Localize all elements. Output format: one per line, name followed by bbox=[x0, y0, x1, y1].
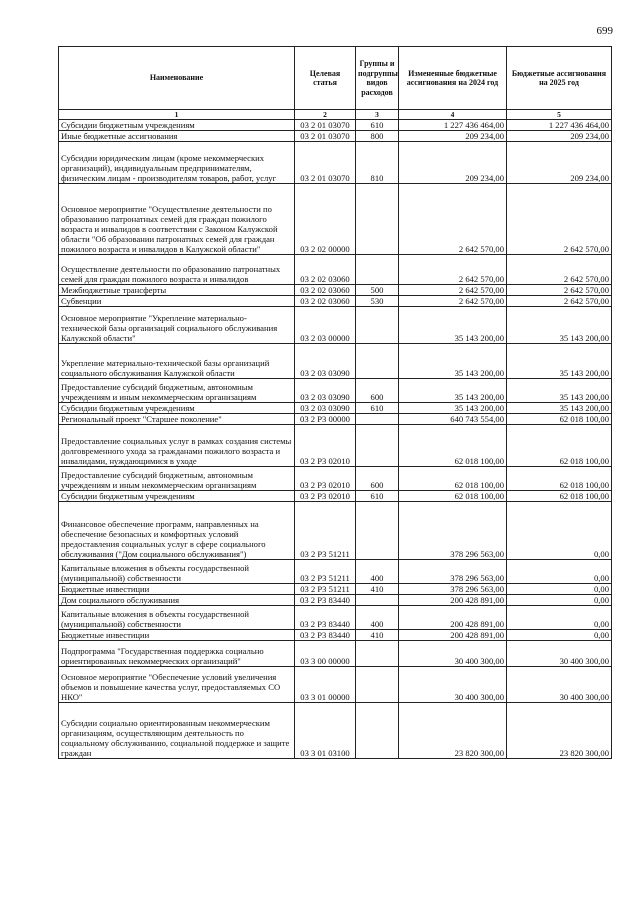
row-name: Дом социального обслуживания bbox=[59, 595, 295, 606]
column-number: 5 bbox=[507, 110, 612, 120]
row-target-code: 03 2 P3 02010 bbox=[295, 491, 356, 502]
row-group-code bbox=[356, 595, 399, 606]
table-row bbox=[59, 641, 612, 667]
row-group-code bbox=[356, 641, 399, 667]
row-target-code: 03 3 01 03100 bbox=[295, 703, 356, 759]
table-row bbox=[59, 467, 612, 491]
row-name: Субвенции bbox=[59, 296, 295, 307]
row-name: Предоставление субсидий бюджетным, автономным учреждениям и иным некоммерческим организациям bbox=[59, 467, 295, 491]
row-value-2025: 35 143 200,00 bbox=[507, 379, 612, 403]
row-value-2024: 62 018 100,00 bbox=[399, 467, 507, 491]
row-target-code: 03 2 01 03070 bbox=[295, 131, 356, 142]
row-value-2024: 62 018 100,00 bbox=[399, 491, 507, 502]
row-value-2024: 2 642 570,00 bbox=[399, 255, 507, 285]
row-value-2024: 378 296 563,00 bbox=[399, 560, 507, 584]
row-target-code: 03 2 P3 02010 bbox=[295, 425, 356, 467]
row-name: Подпрограмма "Государственная поддержка социально ориентированных некоммерческих организаций" bbox=[59, 641, 295, 667]
row-group-code: 800 bbox=[356, 131, 399, 142]
table-row bbox=[59, 560, 612, 584]
row-value-2024: 640 743 554,00 bbox=[399, 414, 507, 425]
row-name: Бюджетные инвестиции bbox=[59, 630, 295, 641]
row-value-2024: 2 642 570,00 bbox=[399, 285, 507, 296]
row-value-2024: 30 400 300,00 bbox=[399, 641, 507, 667]
row-value-2025: 30 400 300,00 bbox=[507, 641, 612, 667]
row-target-code: 03 2 P3 02010 bbox=[295, 467, 356, 491]
row-value-2025: 209 234,00 bbox=[507, 131, 612, 142]
row-value-2024: 1 227 436 464,00 bbox=[399, 120, 507, 131]
row-group-code: 410 bbox=[356, 630, 399, 641]
row-value-2024: 35 143 200,00 bbox=[399, 379, 507, 403]
row-value-2024: 35 143 200,00 bbox=[399, 307, 507, 344]
column-number-row bbox=[59, 110, 612, 120]
row-group-code: 610 bbox=[356, 491, 399, 502]
table-row bbox=[59, 296, 612, 307]
row-target-code: 03 2 02 03060 bbox=[295, 255, 356, 285]
row-group-code: 810 bbox=[356, 142, 399, 184]
row-target-code: 03 3 00 00000 bbox=[295, 641, 356, 667]
row-value-2024: 200 428 891,00 bbox=[399, 630, 507, 641]
row-name: Капитальные вложения в объекты государственной (муниципальной) собственности bbox=[59, 606, 295, 630]
row-value-2025: 0,00 bbox=[507, 630, 612, 641]
row-name: Субсидии юридическим лицам (кроме некоммерческих организаций), индивидуальным предпринимателям, физическим лицам - производителям товаров, работ, услуг bbox=[59, 142, 295, 184]
row-value-2025: 0,00 bbox=[507, 606, 612, 630]
row-value-2025: 62 018 100,00 bbox=[507, 414, 612, 425]
row-target-code: 03 2 P3 51211 bbox=[295, 584, 356, 595]
row-value-2025: 35 143 200,00 bbox=[507, 307, 612, 344]
header-changed-2024: Измененные бюджетные ассигнования на 2024 год bbox=[399, 47, 507, 110]
row-target-code: 03 2 P3 83440 bbox=[295, 630, 356, 641]
header-budget-2025: Бюджетные ассигнования на 2025 год bbox=[507, 47, 612, 110]
row-value-2024: 209 234,00 bbox=[399, 131, 507, 142]
table-row bbox=[59, 307, 612, 344]
row-group-code bbox=[356, 307, 399, 344]
row-group-code: 400 bbox=[356, 606, 399, 630]
row-target-code: 03 2 P3 51211 bbox=[295, 560, 356, 584]
row-target-code: 03 2 P3 51211 bbox=[295, 502, 356, 560]
row-target-code: 03 2 03 03090 bbox=[295, 403, 356, 414]
row-value-2024: 209 234,00 bbox=[399, 142, 507, 184]
column-number: 1 bbox=[59, 110, 295, 120]
row-target-code: 03 2 03 03090 bbox=[295, 379, 356, 403]
table-row bbox=[59, 502, 612, 560]
table-row bbox=[59, 630, 612, 641]
table-row bbox=[59, 131, 612, 142]
header-target: Целевая статья bbox=[295, 47, 356, 110]
header-groups: Группы и подгруппы видов расходов bbox=[356, 47, 399, 110]
row-value-2025: 62 018 100,00 bbox=[507, 467, 612, 491]
budget-table bbox=[58, 46, 612, 759]
row-value-2025: 62 018 100,00 bbox=[507, 491, 612, 502]
table-row bbox=[59, 184, 612, 255]
table-row bbox=[59, 584, 612, 595]
table-row bbox=[59, 120, 612, 131]
row-name: Субсидии социально ориентированным некоммерческим организациям, осуществляющим деятельность по социальному обслуживанию, социальной поддержке и защите граждан bbox=[59, 703, 295, 759]
row-value-2025: 0,00 bbox=[507, 560, 612, 584]
row-target-code: 03 2 03 03090 bbox=[295, 344, 356, 379]
row-value-2024: 23 820 300,00 bbox=[399, 703, 507, 759]
row-target-code: 03 2 03 00000 bbox=[295, 307, 356, 344]
row-name: Капитальные вложения в объекты государственной (муниципальной) собственности bbox=[59, 560, 295, 584]
row-value-2025: 2 642 570,00 bbox=[507, 285, 612, 296]
row-group-code: 610 bbox=[356, 120, 399, 131]
row-group-code bbox=[356, 425, 399, 467]
row-target-code: 03 3 01 00000 bbox=[295, 667, 356, 703]
row-group-code: 600 bbox=[356, 379, 399, 403]
row-value-2024: 200 428 891,00 bbox=[399, 606, 507, 630]
row-target-code: 03 2 01 03070 bbox=[295, 142, 356, 184]
column-number: 4 bbox=[399, 110, 507, 120]
table-row bbox=[59, 285, 612, 296]
row-group-code bbox=[356, 255, 399, 285]
row-value-2025: 2 642 570,00 bbox=[507, 184, 612, 255]
table-row bbox=[59, 703, 612, 759]
row-group-code bbox=[356, 667, 399, 703]
row-name: Региональный проект "Старшее поколение" bbox=[59, 414, 295, 425]
row-value-2025: 0,00 bbox=[507, 584, 612, 595]
row-name: Укрепление материально-технической базы организаций социального обслуживания Калужской области bbox=[59, 344, 295, 379]
row-group-code bbox=[356, 703, 399, 759]
row-name: Предоставление социальных услуг в рамках создания системы долговременного ухода за гражданами пожилого возраста и инвалидами, нуждающимися в уходе bbox=[59, 425, 295, 467]
row-value-2025: 30 400 300,00 bbox=[507, 667, 612, 703]
row-group-code: 410 bbox=[356, 584, 399, 595]
row-value-2025: 62 018 100,00 bbox=[507, 425, 612, 467]
row-name: Предоставление субсидий бюджетным, автономным учреждениям и иным некоммерческим организациям bbox=[59, 379, 295, 403]
column-number: 2 bbox=[295, 110, 356, 120]
row-target-code: 03 2 02 00000 bbox=[295, 184, 356, 255]
row-value-2024: 378 296 563,00 bbox=[399, 502, 507, 560]
row-name: Бюджетные инвестиции bbox=[59, 584, 295, 595]
row-value-2024: 35 143 200,00 bbox=[399, 344, 507, 379]
row-value-2025: 1 227 436 464,00 bbox=[507, 120, 612, 131]
table-row bbox=[59, 414, 612, 425]
row-target-code: 03 2 P3 00000 bbox=[295, 414, 356, 425]
row-value-2024: 200 428 891,00 bbox=[399, 595, 507, 606]
row-name: Финансовое обеспечение программ, направленных на обеспечение безопасных и комфортных условий предоставления социальных услуг в сфере социального обслуживания ("Дом социального обслуживания") bbox=[59, 502, 295, 560]
row-name: Субсидии бюджетным учреждениям bbox=[59, 120, 295, 131]
row-value-2024: 30 400 300,00 bbox=[399, 667, 507, 703]
table-row bbox=[59, 379, 612, 403]
row-target-code: 03 2 01 03070 bbox=[295, 120, 356, 131]
row-value-2025: 2 642 570,00 bbox=[507, 296, 612, 307]
table-row bbox=[59, 255, 612, 285]
row-group-code bbox=[356, 502, 399, 560]
table-row bbox=[59, 142, 612, 184]
row-name: Иные бюджетные ассигнования bbox=[59, 131, 295, 142]
table-row bbox=[59, 344, 612, 379]
row-group-code: 530 bbox=[356, 296, 399, 307]
row-name: Осуществление деятельности по образованию патронатных семей для граждан пожилого возраста и инвалидов bbox=[59, 255, 295, 285]
row-name: Субсидии бюджетным учреждениям bbox=[59, 403, 295, 414]
row-target-code: 03 2 P3 83440 bbox=[295, 595, 356, 606]
row-group-code bbox=[356, 344, 399, 379]
row-name: Субсидии бюджетным учреждениям bbox=[59, 491, 295, 502]
row-value-2025: 2 642 570,00 bbox=[507, 255, 612, 285]
row-value-2024: 2 642 570,00 bbox=[399, 184, 507, 255]
row-value-2024: 378 296 563,00 bbox=[399, 584, 507, 595]
row-value-2025: 209 234,00 bbox=[507, 142, 612, 184]
header-name: Наименование bbox=[59, 47, 295, 110]
row-group-code: 500 bbox=[356, 285, 399, 296]
row-value-2024: 62 018 100,00 bbox=[399, 425, 507, 467]
row-target-code: 03 2 02 03060 bbox=[295, 285, 356, 296]
row-value-2025: 35 143 200,00 bbox=[507, 344, 612, 379]
row-value-2025: 23 820 300,00 bbox=[507, 703, 612, 759]
row-group-code: 600 bbox=[356, 467, 399, 491]
table-row bbox=[59, 491, 612, 502]
row-value-2025: 35 143 200,00 bbox=[507, 403, 612, 414]
header-row bbox=[59, 47, 612, 110]
row-value-2024: 2 642 570,00 bbox=[399, 296, 507, 307]
table-row bbox=[59, 425, 612, 467]
table-row bbox=[59, 667, 612, 703]
row-group-code bbox=[356, 184, 399, 255]
row-name: Основное мероприятие "Обеспечение условий увеличения объемов и повышение качества услуг, предоставляемых СО НКО" bbox=[59, 667, 295, 703]
row-group-code: 610 bbox=[356, 403, 399, 414]
row-target-code: 03 2 P3 83440 bbox=[295, 606, 356, 630]
row-group-code: 400 bbox=[356, 560, 399, 584]
row-value-2025: 0,00 bbox=[507, 595, 612, 606]
page-number: 699 bbox=[596, 25, 613, 37]
table-row bbox=[59, 403, 612, 414]
row-name: Межбюджетные трансферты bbox=[59, 285, 295, 296]
row-group-code bbox=[356, 414, 399, 425]
row-name: Основное мероприятие "Осуществление деятельности по образованию патронатных семей для граждан пожилого возраста и инвалидов в соответствии с Законом Калужской области "Об образовании патронатных семей для граждан пожилого возраста и инвалидов в Калужской области" bbox=[59, 184, 295, 255]
row-name: Основное мероприятие "Укрепление материально-технической базы организаций социального обслуживания Калужской области" bbox=[59, 307, 295, 344]
table-row bbox=[59, 606, 612, 630]
column-number: 3 bbox=[356, 110, 399, 120]
row-value-2024: 35 143 200,00 bbox=[399, 403, 507, 414]
row-value-2025: 0,00 bbox=[507, 502, 612, 560]
table-row bbox=[59, 595, 612, 606]
row-target-code: 03 2 02 03060 bbox=[295, 296, 356, 307]
